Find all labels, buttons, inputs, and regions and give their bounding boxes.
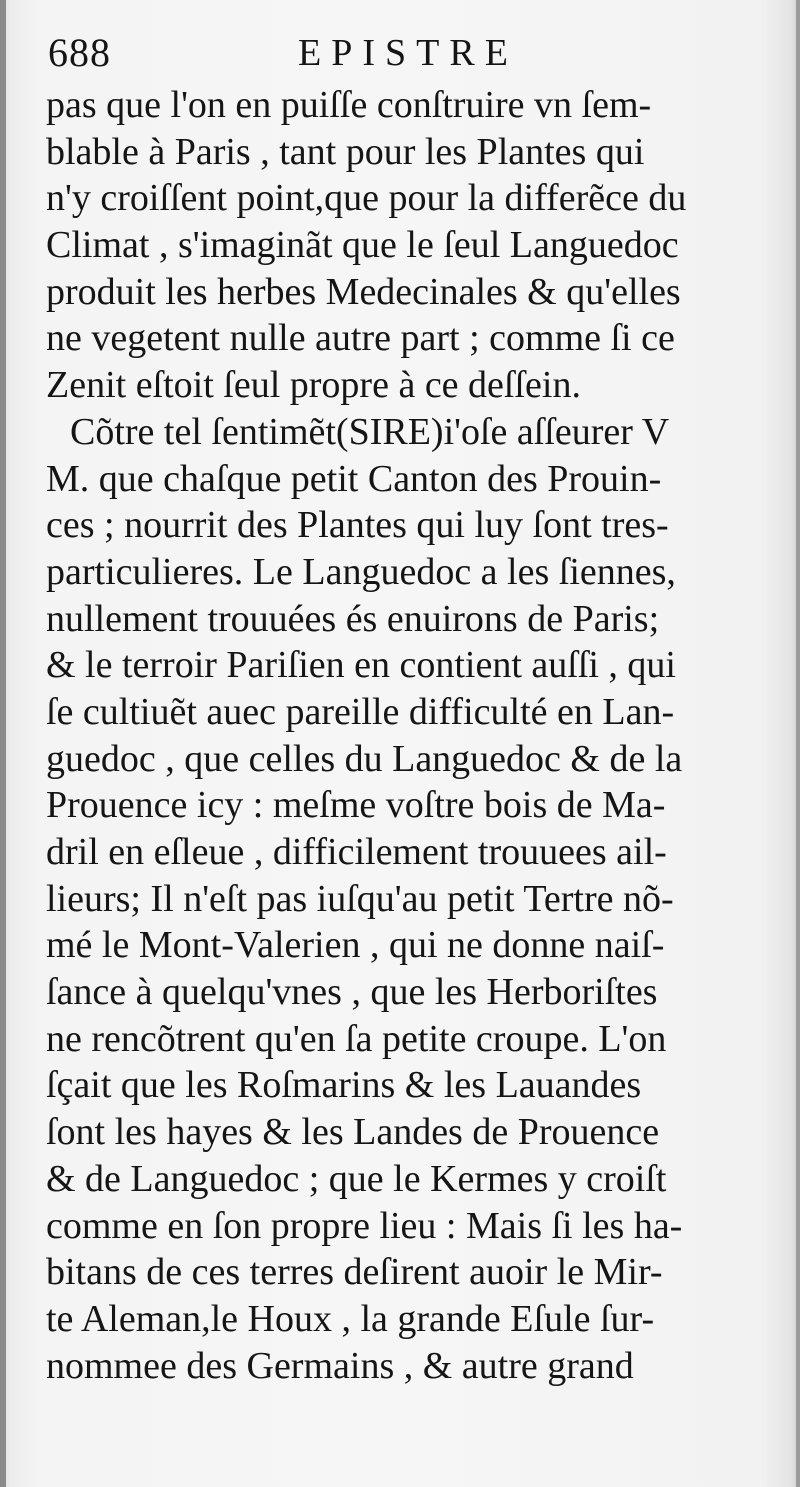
text-line: Climat , s'imaginãt que le ſeul Languedoc (46, 224, 679, 267)
text-line: ſçait que les Roſmarins & les Lauandes (46, 1064, 642, 1107)
text-line: te Aleman,le Houx , la grande Eſule ſur- (46, 1297, 655, 1340)
text-line: ne rencõtrent qu'en ſa petite croupe. L'on (46, 1017, 667, 1060)
text-line: M. que chaſque petit Canton des Prouin- (46, 457, 662, 500)
text-line: guedoc , que celles du Languedoc & de la (46, 737, 683, 780)
text-line: mé le Mont-Valerien , qui ne donne naiſ- (46, 924, 665, 967)
running-head: EPISTRE (298, 32, 518, 74)
text-line: ſont les hayes & les Landes de Prouence (46, 1111, 660, 1154)
text-line: nullement trouuées és enuirons de Paris; (46, 597, 660, 640)
text-line: Prouence icy : meſme voſtre bois de Ma- (46, 784, 666, 827)
text-line: ſance à quelqu'vnes , que les Herboriſtes (46, 971, 658, 1014)
text-line: ſe cultiuẽt auec pareille difficulté en Lan- (46, 690, 675, 733)
text-line: & de Languedoc ; que le Kermes y croiſt (46, 1157, 667, 1200)
page-number: 688 (48, 30, 111, 75)
page-outer-edge (796, 0, 800, 1487)
text-line: dril en eſleue , difficilement trouuees ail- (46, 831, 667, 873)
text-line: ne vegetent nulle autre part ; comme ſi ce (46, 317, 675, 360)
text-line: ces ; nourrit des Plantes qui luy ſont tres- (46, 504, 669, 547)
page-binding-edge (0, 0, 6, 1487)
text-line: produit les herbes Medecinales & qu'elles (46, 270, 681, 313)
text-line: particulieres. Le Languedoc a les ſiennes, (46, 550, 676, 593)
text-line: pas que l'on en puiſſe conſtruire vn ſem- (46, 84, 652, 126)
text-line: blable à Paris , tant pour les Plantes qui (46, 130, 645, 173)
page-header (48, 28, 718, 78)
paragraph-start-line: Cõtre tel ſentimẽt(SIRE)i'oſe aſſeurer V (70, 410, 670, 453)
text-line: Zenit eſtoit ſeul propre à ce deſſein. (46, 364, 581, 407)
text-line: lieurs; Il n'eſt pas iuſqu'au petit Tertre nõ- (46, 877, 674, 920)
text-line: n'y croiſſent point,que pour la differẽce du (46, 177, 687, 220)
text-line: & le terroir Pariſien en contient auſſi , qui (46, 644, 676, 687)
text-line: comme en ſon propre lieu : Mais ſi les ha- (46, 1204, 683, 1247)
text-line: nommee des Germains , & autre grand (46, 1344, 634, 1387)
text-line: bitans de ces terres deſirent auoir le Mir- (46, 1251, 663, 1294)
body-text (46, 82, 722, 1389)
